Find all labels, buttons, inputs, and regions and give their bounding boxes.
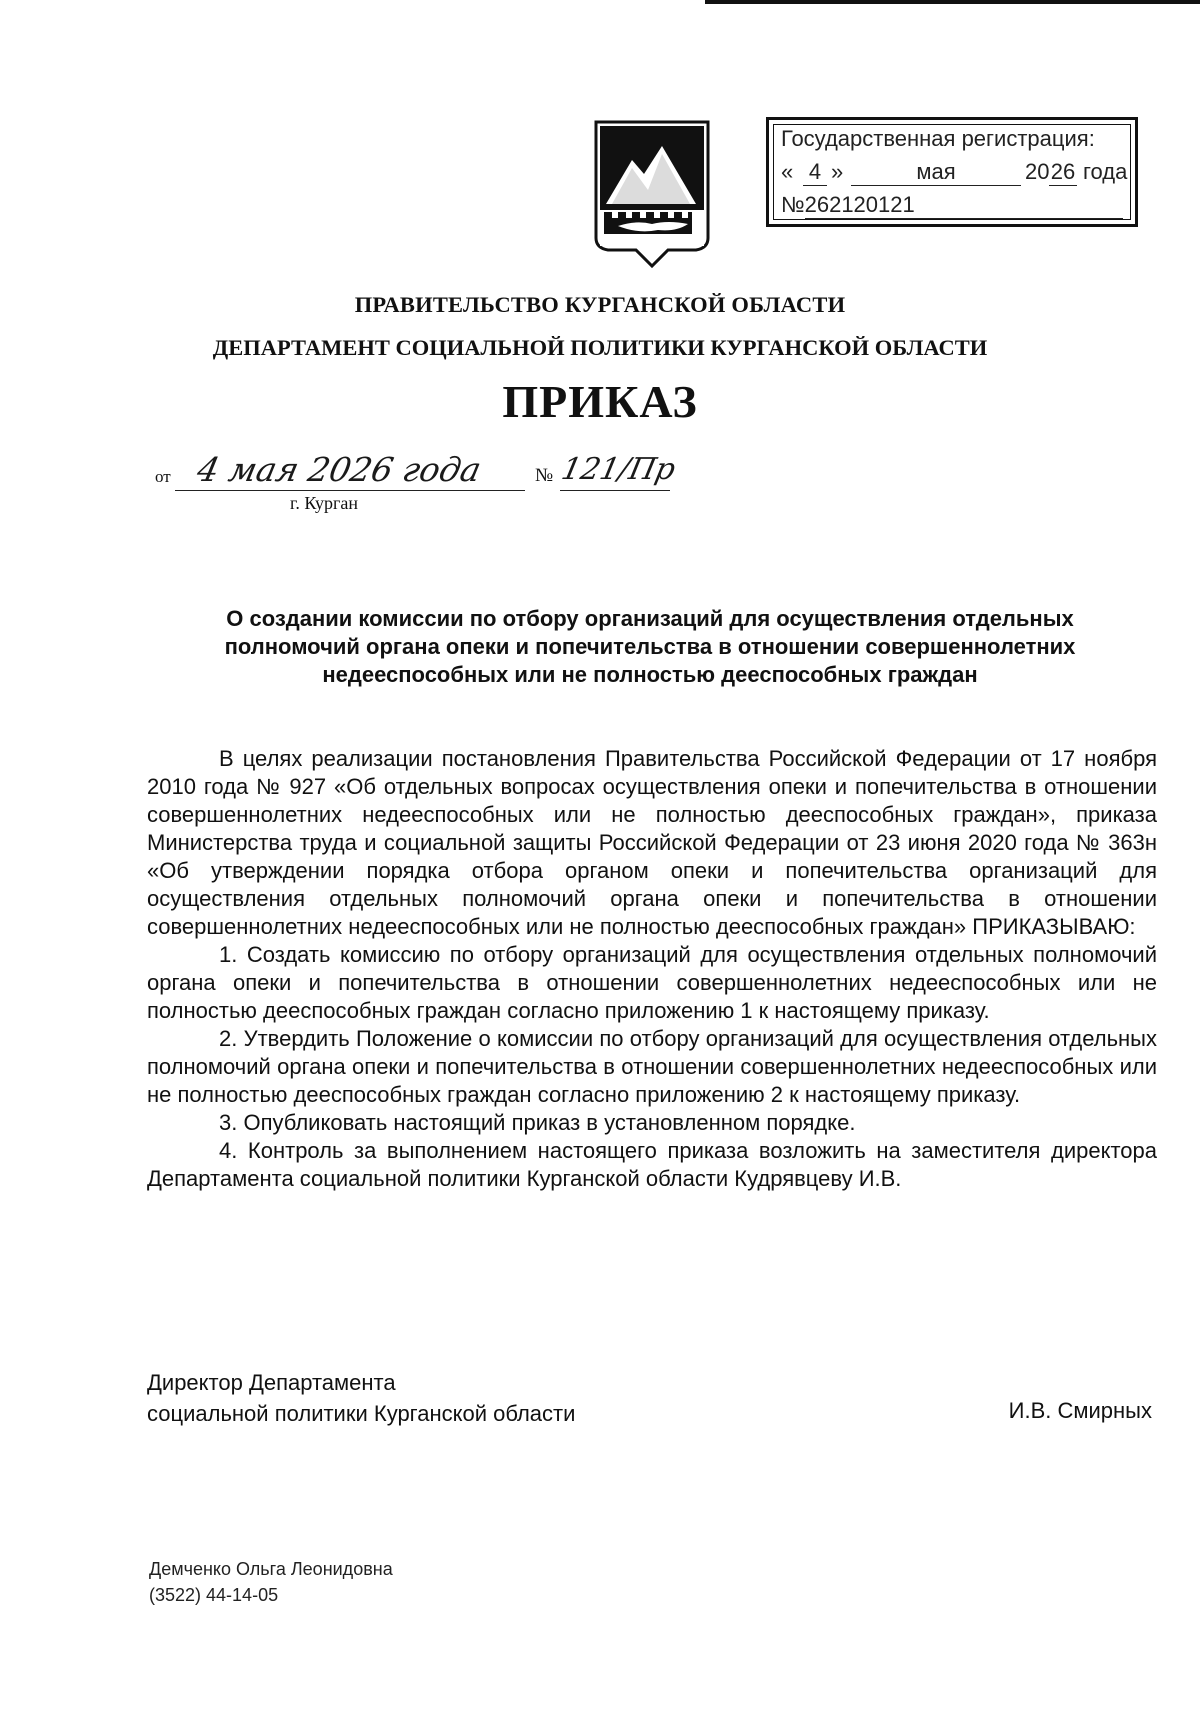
body-item-2: 2. Утвердить Положение о комиссии по отбору организаций для осуществления отдельных полномочий органа опеки и попечительства в отношении совершеннолетних недееспособных или не полностью дееспособных граждан согласно приложению 2 к настоящему приказу.	[147, 1026, 1157, 1107]
order-number-label: №	[535, 465, 554, 486]
registration-title: Государственная регистрация:	[781, 126, 1095, 151]
registration-date-close-quote: »	[831, 159, 844, 184]
body-preamble: В целях реализации постановления Правительства Российской Федерации от 17 ноября 2010 года № 927 «Об отдельных вопросах осуществления опеки и попечительства в отношении совершеннолетних недееспособных или не полностью дееспособных граждан», приказа Министерства труда и социальной защиты Российской Федерации от 23 июня 2020 года № 363н «Об утверждении порядка отбора органом опеки и попечительства организаций для осуществления отдельных полномочий органа опеки и попечительства в отношении совершеннолетних недееспособных или не полностью дееспособных граждан» ПРИКАЗЫВАЮ:	[147, 746, 1157, 939]
document-type-title: ПРИКАЗ	[502, 376, 698, 427]
registration-year-suffix: 26	[1050, 159, 1076, 184]
order-number-handwritten: 121/Пр	[558, 452, 679, 487]
signature-name: И.В. Смирных	[1008, 1398, 1152, 1423]
registration-number-line	[781, 192, 1123, 219]
order-subject: О создании комиссии по отбору организаций для осуществления отдельных полномочий органа опеки и попечительства в отношении совершеннолетних недееспособных или не полностью дееспособных граждан	[224, 606, 1076, 687]
registration-number-label: №	[781, 192, 805, 217]
order-date-handwritten: 4 мая 2026 года	[193, 450, 485, 489]
signature-position-line-2: социальной политики Курганской области	[147, 1401, 576, 1426]
body-item-3: 3. Опубликовать настоящий приказ в установленном порядке.	[219, 1110, 856, 1135]
signature-position	[147, 1367, 575, 1429]
registration-year-prefix: 20	[1025, 159, 1050, 184]
department-title: ДЕПАРТАМЕНТ СОЦИАЛЬНОЙ ПОЛИТИКИ КУРГАНСКОЙ ОБЛАСТИ	[212, 335, 988, 360]
scan-edge-line	[705, 0, 1200, 4]
registration-number: 262120121	[805, 192, 1123, 219]
coat-of-arms-icon	[592, 120, 712, 270]
order-number-underline	[560, 490, 670, 491]
registration-stamp	[766, 117, 1138, 227]
body-item-4: 4. Контроль за выполнением настоящего приказа возложить на заместителя директора Департамента социальной политики Курганской области Кудрявцеву И.В.	[147, 1138, 1157, 1191]
executor-name: Демченко Ольга Леонидовна	[149, 1559, 393, 1579]
registration-day: 4	[803, 159, 827, 186]
signature-position-line-1: Директор Департамента	[147, 1370, 396, 1395]
government-title: ПРАВИТЕЛЬСТВО КУРГАНСКОЙ ОБЛАСТИ	[354, 292, 846, 317]
executor-info	[149, 1556, 393, 1608]
order-body	[147, 745, 1157, 1193]
registration-year-word: года	[1083, 159, 1128, 184]
body-item-1: 1. Создать комиссию по отбору организаций для осуществления отдельных полномочий органа опеки и попечительства в отношении совершеннолетних недееспособных или не полностью дееспособных граждан согласно приложению 1 к настоящему приказу.	[147, 942, 1157, 1023]
registration-date	[781, 159, 1131, 189]
registration-date-open-quote: «	[781, 159, 794, 184]
registration-month: мая	[851, 159, 1021, 186]
executor-phone: (3522) 44-14-05	[149, 1585, 279, 1605]
order-date-underline	[175, 490, 525, 491]
order-date-label: от	[155, 467, 171, 486]
order-city: г. Курган	[290, 493, 359, 513]
